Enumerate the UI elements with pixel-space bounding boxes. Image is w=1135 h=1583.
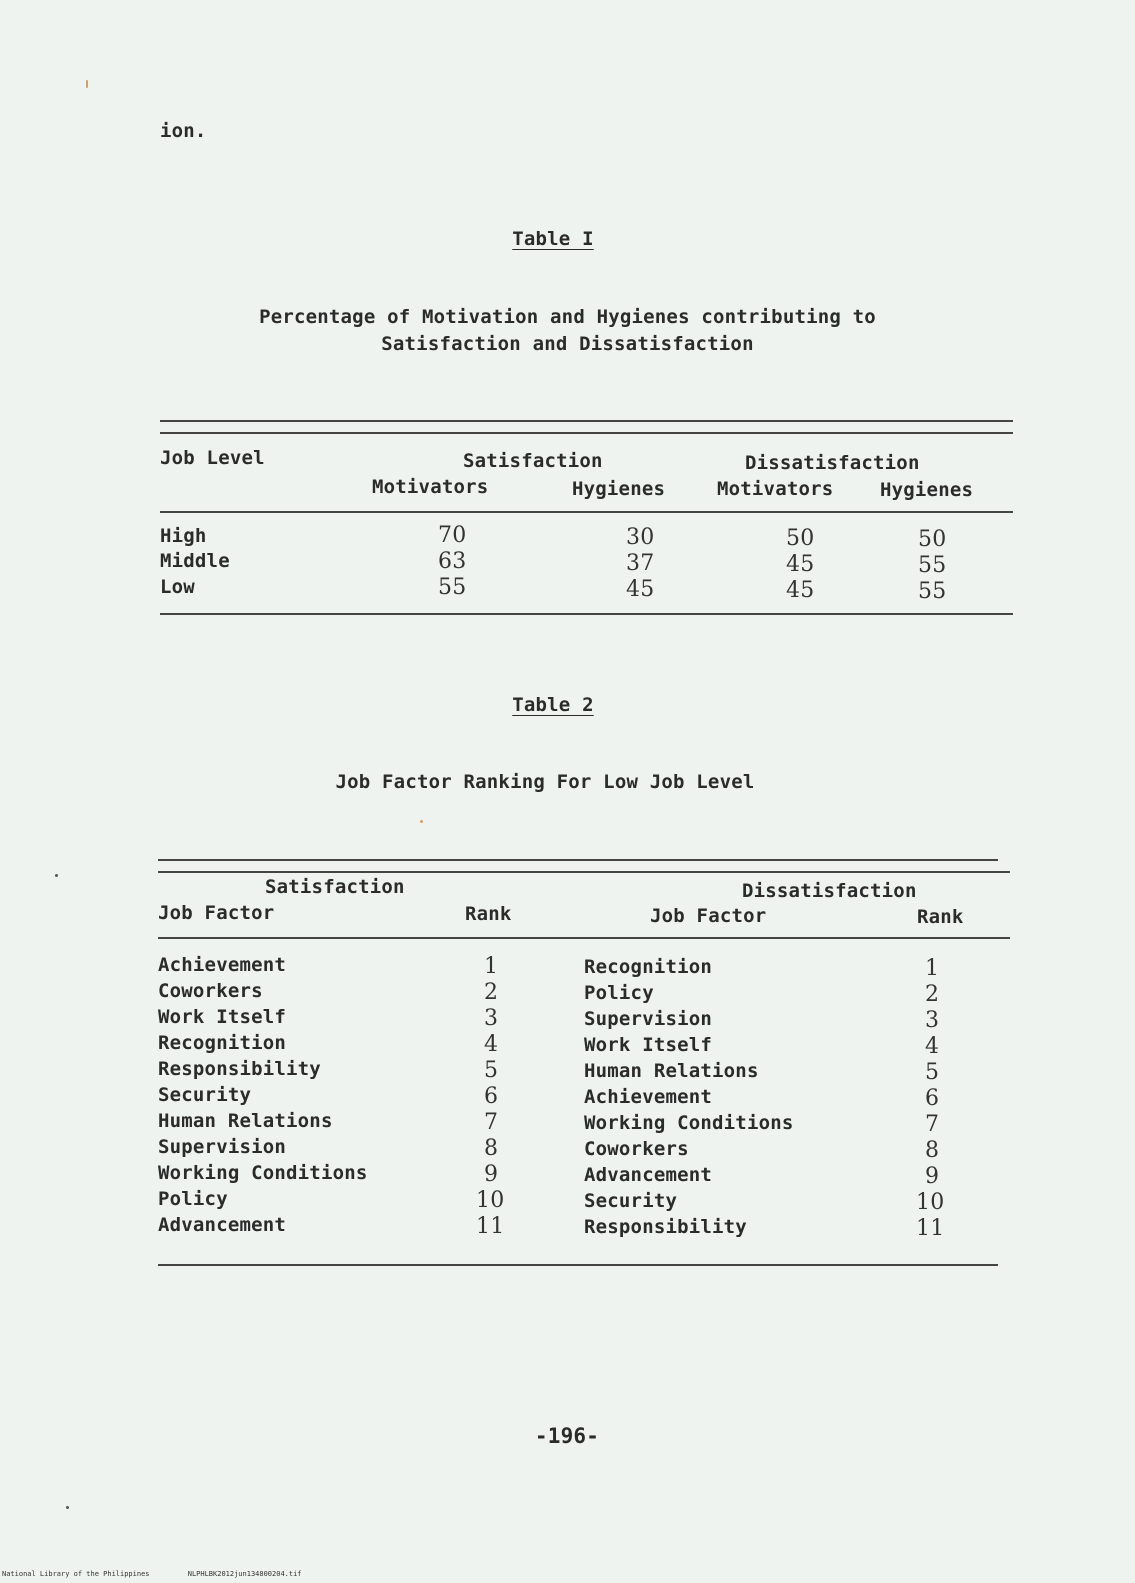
table1-sat-hygienes-cell: 37 xyxy=(626,551,655,576)
table1-header-job-level: Job Level xyxy=(160,447,265,469)
table1-header-sat-hygienes: Hygienes xyxy=(572,478,666,500)
table2-dis-factor-cell: Human Relations xyxy=(584,1060,759,1082)
table1-sat-hygienes-cell: 30 xyxy=(626,525,655,550)
table1-sat-motivators-cell: 70 xyxy=(438,523,467,548)
table1-header-sat-motivators: Motivators xyxy=(372,476,489,498)
table2-sat-rank-cell: 8 xyxy=(484,1136,499,1161)
table2-dis-rank-cell: 9 xyxy=(925,1164,940,1189)
footer-filename: NLPHLBK2012jun134800204.tif xyxy=(187,1570,302,1578)
table1-dis-hygienes-cell: 50 xyxy=(918,527,947,552)
table1-header-satisfaction: Satisfaction xyxy=(463,450,603,472)
table2-header-sat-rank: Rank xyxy=(465,903,512,925)
table2-header-dis-job-factor: Job Factor xyxy=(650,905,767,927)
table2-dis-factor-cell: Policy xyxy=(584,982,654,1004)
table2-dis-factor-cell: Working Conditions xyxy=(584,1112,794,1134)
table2-header-dis-rank: Rank xyxy=(917,906,964,928)
table2-bottom-rule xyxy=(158,1264,998,1266)
table2-sat-factor-cell: Supervision xyxy=(158,1136,287,1158)
table2-dis-factor-cell: Recognition xyxy=(584,956,713,978)
table2-dis-factor-cell: Responsibility xyxy=(584,1216,747,1238)
table1-dis-motivators-cell: 45 xyxy=(786,552,815,577)
table2-header-dissatisfaction: Dissatisfaction xyxy=(742,880,917,902)
table2-sat-rank-cell: 6 xyxy=(484,1084,499,1109)
table2-dis-factor-cell: Supervision xyxy=(584,1008,713,1030)
table2-sat-factor-cell: Advancement xyxy=(158,1214,287,1236)
table2-sat-rank-cell: 1 xyxy=(484,954,499,979)
table2-dis-rank-cell: 8 xyxy=(925,1138,940,1163)
table2-dis-factor-cell: Work Itself xyxy=(584,1034,713,1056)
table2-dis-factor-cell: Coworkers xyxy=(584,1138,689,1160)
table2-header-satisfaction: Satisfaction xyxy=(265,876,405,898)
table2-dis-factor-cell: Achievement xyxy=(584,1086,713,1108)
table2-sat-rank-cell: 2 xyxy=(484,980,499,1005)
table2-dis-rank-cell: 2 xyxy=(925,982,940,1007)
table2-sat-factor-cell: Security xyxy=(158,1084,252,1106)
footer-source: National Library of the Philippines xyxy=(2,1570,150,1578)
table2-header-rule xyxy=(158,937,1010,939)
table1-header-dis-motivators: Motivators xyxy=(717,478,834,500)
table2-dis-rank-cell: 10 xyxy=(916,1190,945,1215)
table2-dis-rank-cell: 11 xyxy=(916,1216,945,1241)
table1-top-rule-2 xyxy=(160,432,1013,434)
scan-speck xyxy=(86,80,88,88)
table1-dis-motivators-cell: 45 xyxy=(786,578,815,603)
table2-sat-factor-cell: Human Relations xyxy=(158,1110,333,1132)
table1-dis-motivators-cell: 50 xyxy=(786,526,815,551)
table2-sat-rank-cell: 5 xyxy=(484,1058,499,1083)
table1-caption-line2: Satisfaction and Dissatisfaction xyxy=(381,333,754,355)
table2-dis-rank-cell: 7 xyxy=(925,1112,940,1137)
table2-top-rule-2 xyxy=(158,871,1010,873)
table1-top-rule-1 xyxy=(160,420,1013,422)
table1-header-rule xyxy=(160,511,1013,513)
table1-sat-motivators-cell: 63 xyxy=(438,549,467,574)
table1-sat-hygienes-cell: 45 xyxy=(626,577,655,602)
table2-sat-factor-cell: Achievement xyxy=(158,954,287,976)
table2-dis-rank-cell: 4 xyxy=(925,1034,940,1059)
continuation-text: ion. xyxy=(160,120,207,142)
scan-speck xyxy=(55,874,58,877)
table2-dis-rank-cell: 6 xyxy=(925,1086,940,1111)
scan-footer xyxy=(2,1570,336,1578)
table2-sat-rank-cell: 7 xyxy=(484,1110,499,1135)
table2-sat-factor-cell: Working Conditions xyxy=(158,1162,368,1184)
table1-level-cell: Middle xyxy=(160,550,230,572)
table2-dis-rank-cell: 3 xyxy=(925,1008,940,1033)
table2-header-sat-job-factor: Job Factor xyxy=(158,902,275,924)
table1-dis-hygienes-cell: 55 xyxy=(918,579,947,604)
table2-sat-rank-cell: 10 xyxy=(476,1188,505,1213)
table2-sat-rank-cell: 4 xyxy=(484,1032,499,1057)
table1-bottom-rule xyxy=(160,613,1013,615)
scan-speck xyxy=(66,1506,69,1509)
table2-sat-factor-cell: Coworkers xyxy=(158,980,263,1002)
table1-dis-hygienes-cell: 55 xyxy=(918,553,947,578)
scan-speck xyxy=(420,820,423,823)
table2-dis-rank-cell: 1 xyxy=(925,956,940,981)
table2-top-rule-1 xyxy=(158,859,998,861)
table2-sat-factor-cell: Recognition xyxy=(158,1032,287,1054)
table2-sat-rank-cell: 9 xyxy=(484,1162,499,1187)
table1-label: Table I xyxy=(512,228,594,250)
table1-caption-line1: Percentage of Motivation and Hygienes contributing to xyxy=(259,306,876,328)
table2-dis-factor-cell: Security xyxy=(584,1190,678,1212)
table2-sat-rank-cell: 3 xyxy=(484,1006,499,1031)
table2-dis-rank-cell: 5 xyxy=(925,1060,940,1085)
table1-sat-motivators-cell: 55 xyxy=(438,575,467,600)
table2-sat-factor-cell: Responsibility xyxy=(158,1058,321,1080)
page-number: -196- xyxy=(534,1424,600,1448)
table2-caption: Job Factor Ranking For Low Job Level xyxy=(335,771,755,793)
table2-sat-factor-cell: Work Itself xyxy=(158,1006,287,1028)
table2-label: Table 2 xyxy=(512,694,594,716)
table1-header-dissatisfaction: Dissatisfaction xyxy=(745,452,920,474)
table2-sat-factor-cell: Policy xyxy=(158,1188,228,1210)
table2-sat-rank-cell: 11 xyxy=(476,1214,505,1239)
table2-dis-factor-cell: Advancement xyxy=(584,1164,713,1186)
table1-level-cell: High xyxy=(160,525,207,547)
table1-header-dis-hygienes: Hygienes xyxy=(880,479,974,501)
table1-level-cell: Low xyxy=(160,576,195,598)
